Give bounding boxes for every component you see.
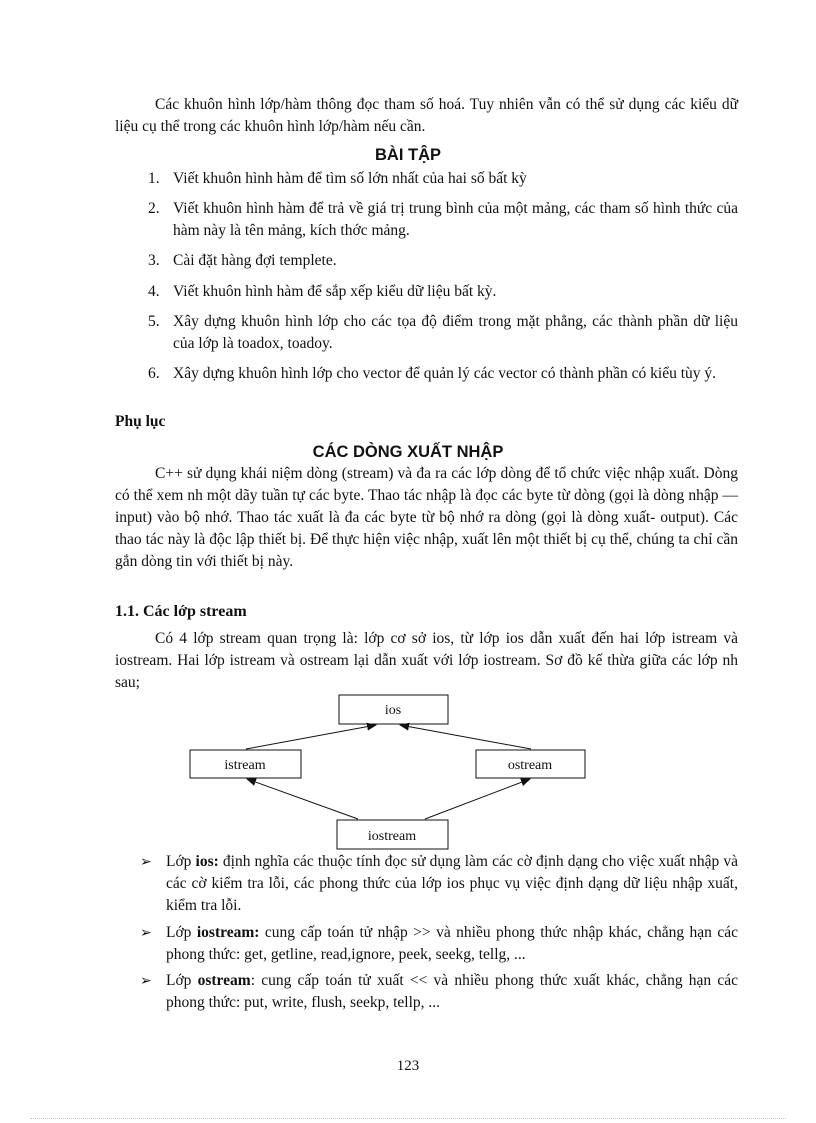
appendix-label: Phụ lục: [115, 413, 166, 430]
bullet-item: [140, 922, 738, 966]
arrow-bullet-icon: ➢: [140, 925, 152, 941]
exercise-number: 5.: [148, 313, 160, 330]
iostream-label: iostream: [367, 829, 417, 844]
exercise-text: Xây dựng khuôn hình lớp cho vector để quản lý các vector có thành phần có kiểu tùy ý.: [173, 365, 717, 382]
exercise-text: Cài đặt hàng đợi templete.: [173, 252, 337, 269]
exercise-text: Viết khuôn hình hàm để trả về giá trị trung bình của một mảng, các tham số hình thức của hàm này là tên mảng, kích thớc mảng.: [173, 200, 738, 239]
exercise-text: Viết khuôn hình hàm để sắp xếp kiểu dữ liệu bất kỳ.: [173, 283, 497, 300]
istream-to-ios-arrow: [246, 725, 376, 749]
ios-label: ios: [384, 703, 402, 718]
exercise-number: 3.: [148, 252, 160, 269]
appendix-paragraph: C++ sử dụng khái niệm dòng (stream) và đa ra các lớp dòng để tổ chức việc nhập xuất. Dòng có thể xem nh một dãy tuần tự các byte. Thao tác nhập là đọc các byte từ dòng (gọi là dòng nhập — input) vào bộ nhớ. Thao tác xuất là đa các byte từ bộ nhớ ra dòng (gọi là dòng xuất- output). Các thao tác này là độc lập thiết bị. Để thực hiện việc nhập, xuất lên một thiết bị cụ thể, chúng ta chỉ cần gắn dòng tin với thiết bị này.: [115, 465, 738, 570]
bullet-text: Lớp iostream: cung cấp toán tử nhập >> và nhiều phong thức nhập khác, chẳng hạn các phong thức: get, getline, read,ignore, peek, seekg, tellg, ...: [166, 924, 739, 963]
footer-divider: [30, 1118, 786, 1119]
ostream-to-ios-arrow: [400, 725, 531, 749]
exercise-text: Viết khuôn hình hàm để tìm số lớn nhất của hai số bất kỳ: [173, 170, 527, 187]
exercise-number: 2.: [148, 200, 160, 217]
appendix-title: CÁC DÒNG XUẤT NHẬP: [312, 443, 504, 461]
section-paragraph: Có 4 lớp stream quan trọng là: lớp cơ sở ios, từ lớp ios dẫn xuất đến hai lớp istream và iostream. Hai lớp istream và ostream lại dẫn xuất với lớp iostream. Sơ đồ kế thừa giữa các lớp nh sau;: [115, 630, 738, 691]
iostream-to-ostream-arrow: [425, 779, 530, 819]
bullet-text: Lớp ios: định nghĩa các thuộc tính đọc sử dụng làm các cờ định dạng cho việc xuất nhập và các cờ kiểm tra lỗi, các phong thức của lớp ios phục vụ việc định dạng dữ liệu nhập xuất, kiểm tra lỗi.: [166, 853, 738, 914]
arrow-bullet-icon: ➢: [140, 973, 152, 989]
exercise-text: Xây dựng khuôn hình lớp cho các tọa độ điểm trong mặt phẳng, các thành phần dữ liệu của lớp là toadox, toadoy.: [173, 313, 738, 352]
intro-paragraph: Các khuôn hình lớp/hàm thông đọc tham số hoá. Tuy nhiên vẫn có thể sử dụng các kiểu dữ liệu cụ thể trong các khuôn hình lớp/hàm nếu cần.: [115, 96, 738, 135]
bullet-item: [140, 851, 738, 917]
section-number: 1.1.: [115, 603, 139, 620]
iostream-to-istream-arrow: [247, 779, 358, 819]
bullet-text: Lớp ostream: cung cấp toán tử xuất << và nhiều phong thức xuất khác, chẳng hạn các phong thức: put, write, flush, seekp, tellp, ...: [166, 972, 738, 1011]
exercise-number: 6.: [148, 365, 160, 382]
exercise-number: 1.: [148, 170, 160, 187]
exercise-number: 4.: [148, 283, 160, 300]
page-number: 123: [396, 1058, 420, 1074]
section-title: Các lớp stream: [143, 603, 247, 620]
bullet-item: [140, 970, 738, 1014]
exercises-title: BÀI TẬP: [375, 146, 441, 164]
ostream-label: ostream: [507, 758, 553, 773]
istream-label: istream: [224, 758, 266, 773]
arrow-bullet-icon: ➢: [140, 854, 152, 870]
